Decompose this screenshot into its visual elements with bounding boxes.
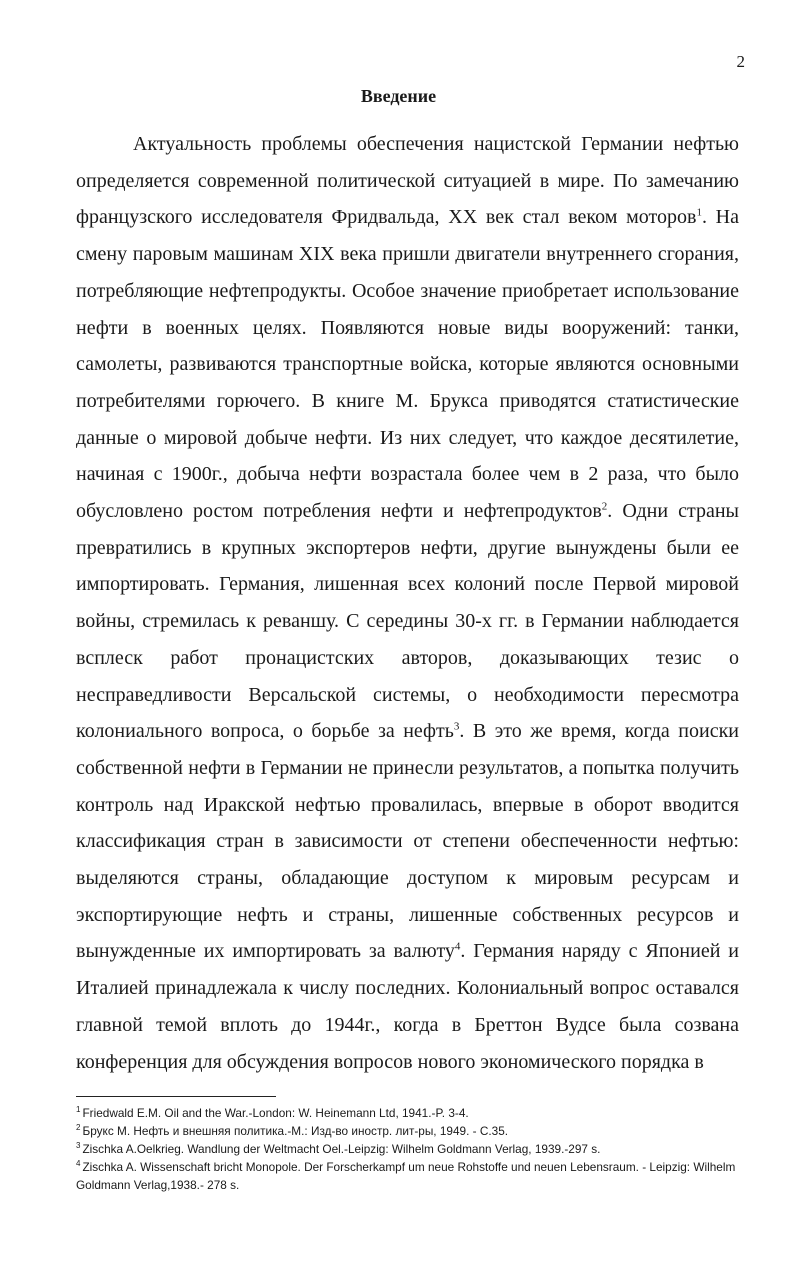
body-paragraph	[76, 126, 739, 1080]
body-text-segment: . На смену паровым машинам XIX века пришли двигатели внутреннего сгорания, потребляющие нефтепродукты. Особое значение приобретает использование нефти в военных целях. Появляются новые виды вооружений: танки, самолеты, развиваются транспортные войска, которые являются основными потребителями горючего. В книге М. Брукса приводятся статистические данные о мировой добыче нефти. Из них следует, что каждое десятилетие, начиная с 1900г., добыча нефти возрастала более чем в 2 раза, что было обусловлено ростом потребления нефти и нефтепродуктов	[76, 206, 739, 523]
footnote-number: 2	[76, 1123, 81, 1133]
footnote-item	[76, 1140, 739, 1158]
footnote-ref: 2	[601, 500, 608, 513]
footnote-ref: 1	[696, 206, 702, 219]
body-text-segment: . В это же время, когда поиски собственной нефти в Германии не принесли результатов, а попытка получить контроль над Иракской нефтью провалилась, впервые в оборот вводится классификация стран в зависимости от степени обеспеченности нефтью: выделяются страны, обладающие доступом к мировым ресурсам и экспортирующие нефть и страны, лишенные собственных ресурсов и вынужденные их импортировать за валюту	[76, 720, 740, 963]
section-title: Введение	[360, 86, 437, 106]
footnote-item	[76, 1104, 739, 1122]
footnote-number: 1	[76, 1105, 81, 1115]
footnote-ref: 3	[453, 720, 460, 733]
footnote-text: Брукс М. Нефть и внешняя политика.-М.: Изд-во иностр. лит-ры, 1949. - С.35.	[82, 1124, 509, 1138]
footnotes-list	[76, 1104, 739, 1194]
footnote-ref: 4	[454, 940, 461, 953]
footnote-divider	[76, 1096, 276, 1097]
footnote-text: Zischka A.Oelkrieg. Wandlung der Weltmacht Oel.-Leipzig: Wilhelm Goldmann Verlag, 1939.-297 s.	[82, 1142, 601, 1156]
footnote-item	[76, 1158, 739, 1194]
body-text-segment: . Германия наряду с Японией и Италией принадлежала к числу последних. Колониальный вопрос оставался главной темой вплоть до 1944г., когда в Бреттон Вудсе была созвана конференция для обсуждения вопросов нового экономического порядка в	[76, 940, 739, 1073]
body-text-segment: . Одни страны превратились в крупных экспортеров нефти, другие вынуждены были ее импортировать. Германия, лишенная всех колоний после Первой мировой войны, стремилась к реваншу. С середины 30-х гг. в Германии наблюдается всплеск работ пронацистских авторов, доказывающих тезис о несправедливости Версальской системы, о необходимости пересмотра колониального вопроса, о борьбе за нефть	[76, 500, 739, 743]
page-number: 2	[736, 52, 745, 71]
footnote-number: 4	[76, 1159, 81, 1169]
footnote-item	[76, 1122, 739, 1140]
footnote-number: 3	[76, 1141, 81, 1151]
body-text-segment: Актуальность проблемы обеспечения нацистской Германии нефтью определяется современной политической ситуацией в мире. По замечанию французского исследователя Фридвальда, XX век стал веком моторов	[76, 133, 739, 229]
footnote-text: Zischka A. Wissenschaft bricht Monopole. Der Forscherkampf um neue Rohstoffe und neuen Lebensraum. - Leipzig: Wilhelm Goldmann Verlag,1938.- 278 s.	[76, 1160, 736, 1192]
footnote-text: Friedwald E.M. Oil and the War.-London: W. Heinemann Ltd, 1941.-P. 3-4.	[82, 1106, 469, 1120]
